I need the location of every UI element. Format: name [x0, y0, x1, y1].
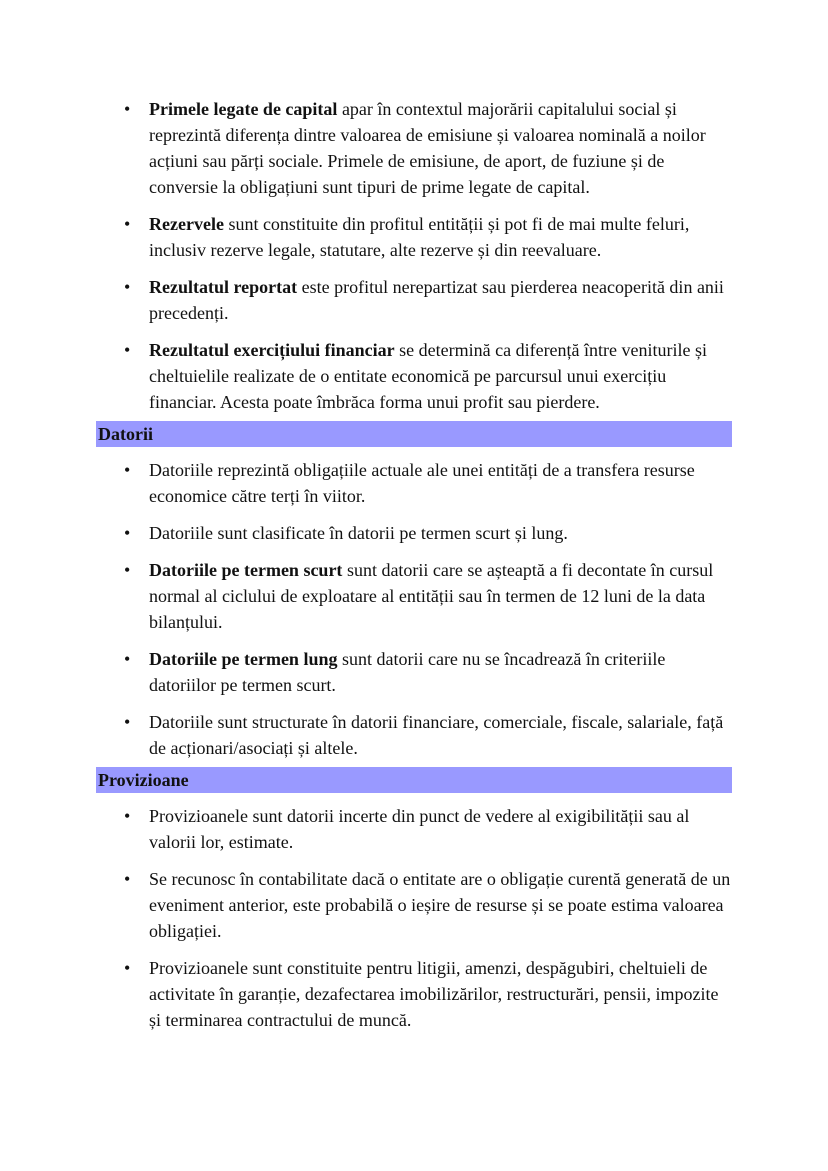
definition: Datoriile sunt clasificate în datorii pe termen scurt și lung.	[149, 523, 568, 543]
definition: sunt constituite din profitul entității și pot fi de mai multe feluri, inclusiv rezerve legale, statutare, alte rezerve și din reevaluare.	[149, 214, 690, 260]
document-page	[96, 96, 732, 1044]
bullet-icon: •	[124, 958, 131, 978]
term: Datoriile pe termen lung	[149, 649, 338, 669]
section-heading-datorii: Datorii	[96, 421, 732, 447]
bullet-icon: •	[124, 99, 131, 119]
list-item	[96, 557, 732, 635]
definition: sunt datorii care nu se încadrează în criteriile datoriilor pe termen scurt.	[149, 649, 666, 695]
bullet-icon: •	[124, 277, 131, 297]
definition: Datoriile reprezintă obligațiile actuale ale unei entități de a transfera resurse economice către terți în viitor.	[149, 460, 695, 506]
definition: sunt datorii care se așteaptă a fi decontate în cursul normal al ciclului de exploatare al entității sau în termen de 12 luni de la data bilanțului.	[149, 560, 714, 632]
definition: Provizioanele sunt datorii incerte din punct de vedere al exigibilității sau al valorii lor, estimate.	[149, 806, 690, 852]
definition: apar în contextul majorării capitalului social și reprezintă diferența dintre valoarea de emisiune și valoarea nominală a noilor acțiuni sau părți sociale. Primele de emisiune, de aport, de fuziune și de conversie la obligațiuni sunt tipuri de prime legate de capital.	[149, 99, 706, 197]
term: Datoriile pe termen scurt	[149, 560, 343, 580]
definition: Provizioanele sunt constituite pentru litigii, amenzi, despăgubiri, cheltuieli de activitate în garanție, dezafectarea imobilizărilor, restructurări, pensii, impozite și terminarea contractului de muncă.	[149, 958, 719, 1030]
list-item	[96, 803, 732, 855]
bullet-icon: •	[124, 712, 131, 732]
bullet-icon: •	[124, 649, 131, 669]
definition: Datoriile sunt structurate în datorii financiare, comerciale, fiscale, salariale, față de acționari/asociați și altele.	[149, 712, 724, 758]
bullet-icon: •	[124, 806, 131, 826]
term: Rezultatul reportat	[149, 277, 298, 297]
list-item	[96, 337, 732, 415]
datorii-list	[96, 457, 732, 761]
bullet-icon: •	[124, 523, 131, 543]
provizioane-list	[96, 803, 732, 1033]
bullet-icon: •	[124, 560, 131, 580]
term: Rezultatul exercițiului financiar	[149, 340, 395, 360]
section-heading-provizioane: Provizioane	[96, 767, 732, 793]
list-item	[96, 274, 732, 326]
list-item	[96, 709, 732, 761]
bullet-icon: •	[124, 340, 131, 360]
list-item	[96, 866, 732, 944]
bullet-icon: •	[124, 214, 131, 234]
definition: este profitul nerepartizat sau pierderea neacoperită din anii precedenți.	[149, 277, 724, 323]
list-item	[96, 457, 732, 509]
list-item	[96, 96, 732, 200]
list-item	[96, 520, 732, 546]
term: Rezervele	[149, 214, 224, 234]
definition: se determină ca diferență între veniturile și cheltuielile realizate de o entitate economică pe parcursul unui exercițiu financiar. Acesta poate îmbrăca forma unui profit sau pierdere.	[149, 340, 708, 412]
definition: Se recunosc în contabilitate dacă o entitate are o obligație curentă generată de un eveniment anterior, este probabilă o ieșire de resurse și se poate estima valoarea obligației.	[149, 869, 731, 941]
list-item	[96, 646, 732, 698]
term: Primele legate de capital	[149, 99, 338, 119]
list-item	[96, 211, 732, 263]
list-item	[96, 955, 732, 1033]
bullet-icon: •	[124, 460, 131, 480]
intro-list	[96, 96, 732, 415]
bullet-icon: •	[124, 869, 131, 889]
